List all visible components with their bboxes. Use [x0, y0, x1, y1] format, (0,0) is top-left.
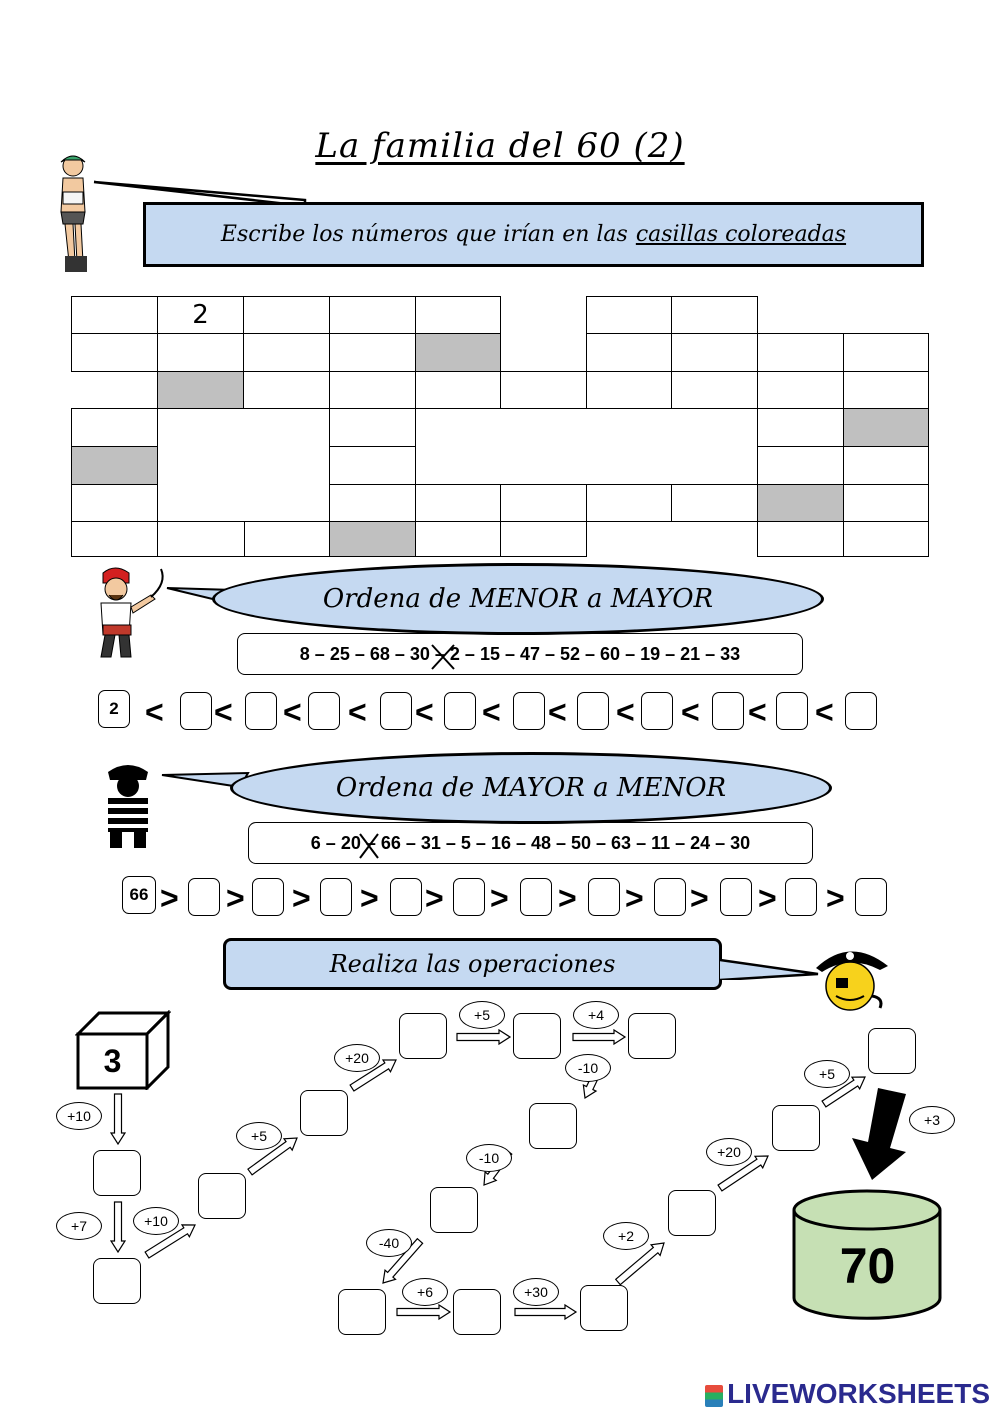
operation-label: +20: [334, 1044, 380, 1072]
operation-label: -10: [466, 1144, 512, 1172]
comparison-symbol: <: [681, 694, 700, 730]
step-arrow: [457, 1030, 510, 1044]
operation-label: +30: [513, 1278, 559, 1306]
operation-label: +7: [56, 1212, 102, 1240]
operation-answer-box[interactable]: [93, 1258, 141, 1304]
order-start-value: 2: [109, 699, 119, 718]
operation-answer-box[interactable]: [772, 1105, 820, 1151]
section3-list-text: 6 – 20 – 66 – 31 – 5 – 16 – 48 – 50 – 63 – 11 – 24 – 30: [310, 832, 751, 853]
operation-label: +20: [706, 1138, 752, 1166]
step-arrow: [111, 1202, 125, 1252]
page-title: La familia del 60 (2): [315, 126, 685, 166]
instruction-underlined: casillas coloreadas: [635, 222, 847, 247]
operation-answer-box[interactable]: [529, 1103, 577, 1149]
comparison-symbol: <: [748, 694, 767, 730]
operation-answer-box[interactable]: [338, 1289, 386, 1335]
operation-label: +3: [909, 1106, 955, 1134]
operation-label: -40: [366, 1229, 412, 1257]
comparison-symbol: <: [214, 694, 233, 730]
comparison-symbol: <: [815, 694, 834, 730]
start-value: 3: [103, 1042, 122, 1079]
grid-given-value: 2: [192, 300, 209, 330]
brand-logo-icon: [705, 1385, 723, 1407]
operation-answer-box[interactable]: [628, 1013, 676, 1059]
comparison-symbol: >: [160, 880, 179, 916]
operation-answer-box[interactable]: [513, 1013, 561, 1059]
comparison-symbol: <: [348, 694, 367, 730]
comparison-symbol: <: [145, 694, 164, 730]
comparison-symbol: >: [425, 880, 444, 916]
comparison-symbol: >: [690, 880, 709, 916]
operation-answer-box[interactable]: [868, 1028, 916, 1074]
operation-answer-box[interactable]: [453, 1289, 501, 1335]
operation-answer-box[interactable]: [198, 1173, 246, 1219]
operation-label: +6: [402, 1278, 448, 1306]
operation-label: +4: [573, 1001, 619, 1029]
operation-answer-box[interactable]: [668, 1190, 716, 1236]
operation-label: +5: [459, 1001, 505, 1029]
operation-label: +5: [236, 1122, 282, 1150]
step-arrow: [397, 1305, 450, 1319]
comparison-symbol: >: [490, 880, 509, 916]
comparison-symbol: <: [283, 694, 302, 730]
operation-label: -10: [565, 1054, 611, 1082]
comparison-symbol: <: [548, 694, 567, 730]
comparison-symbol: >: [758, 880, 777, 916]
order-start-value: 66: [129, 885, 149, 904]
comparison-symbol: <: [482, 694, 501, 730]
comparison-symbol: >: [226, 880, 245, 916]
section2-list-text: 8 – 25 – 68 – 30 – 2 – 15 – 47 – 52 – 60 – 19 – 21 – 33: [299, 643, 741, 664]
target-value: 70: [839, 1238, 896, 1294]
operation-answer-box[interactable]: [399, 1013, 447, 1059]
section3-title: Ordena de MAYOR a MENOR: [335, 773, 727, 803]
instruction-text: Escribe los números que irían en las: [220, 222, 628, 247]
brand-logo: [705, 1378, 990, 1410]
operation-answer-box[interactable]: [580, 1285, 628, 1331]
comparison-symbol: >: [826, 880, 845, 916]
brand-name: LIVEWORKSHEETS: [727, 1378, 990, 1409]
step-arrow: [515, 1305, 576, 1319]
section2-title: Ordena de MENOR a MAYOR: [322, 584, 714, 614]
operation-label: +5: [804, 1060, 850, 1088]
comparison-symbol: >: [292, 880, 311, 916]
operation-label: +2: [603, 1222, 649, 1250]
comparison-symbol: <: [616, 694, 635, 730]
big-arrow: [852, 1088, 906, 1180]
comparison-symbol: >: [558, 880, 577, 916]
operation-label: +10: [56, 1102, 102, 1130]
operation-answer-box[interactable]: [93, 1150, 141, 1196]
comparison-symbol: >: [625, 880, 644, 916]
comparison-symbol: >: [360, 880, 379, 916]
operation-label: +10: [133, 1207, 179, 1235]
step-arrow: [573, 1030, 625, 1044]
step-arrow: [111, 1094, 125, 1144]
operation-answer-box[interactable]: [430, 1187, 478, 1233]
comparison-symbol: <: [415, 694, 434, 730]
operation-answer-box[interactable]: [300, 1090, 348, 1136]
section4-title: Realiza las operaciones: [329, 950, 616, 978]
